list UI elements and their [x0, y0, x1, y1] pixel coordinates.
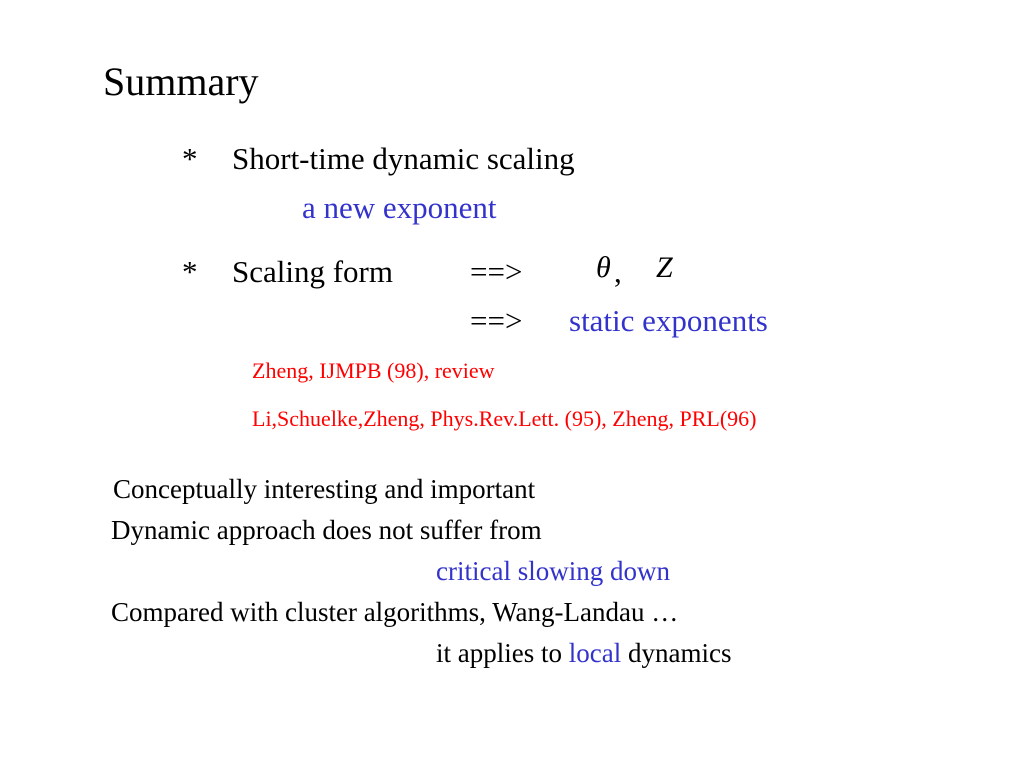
symbol-comma: , — [614, 254, 622, 289]
point-line-5-pre: it applies to — [436, 638, 569, 668]
z-symbol: Z — [656, 251, 673, 284]
bullet-marker-1: * — [182, 141, 198, 176]
theta-symbol: θ — [596, 251, 611, 284]
arrow-2: ==> — [470, 303, 523, 338]
slide-title: Summary — [103, 59, 259, 104]
point-line-4: Compared with cluster algorithms, Wang-Landau … — [111, 597, 679, 627]
point-line-2: Dynamic approach does not suffer from — [111, 515, 542, 545]
section1-heading: Short-time dynamic scaling — [232, 141, 575, 176]
point-line-5 — [436, 640, 731, 667]
section1-sub: a new exponent — [302, 190, 497, 225]
section2-heading: Scaling form — [232, 254, 393, 289]
section2-sub: static exponents — [569, 303, 768, 338]
point-line-5-post: dynamics — [621, 638, 732, 668]
reference-2: Li,Schuelke,Zheng, Phys.Rev.Lett. (95), Zheng, PRL(96) — [252, 406, 757, 431]
arrow-1: ==> — [470, 254, 523, 289]
point-line-1: Conceptually interesting and important — [113, 474, 536, 504]
reference-1: Zheng, IJMPB (98), review — [252, 358, 495, 383]
point-line-3: critical slowing down — [436, 556, 670, 586]
point-line-5-key: local — [568, 638, 622, 668]
bullet-marker-2: * — [182, 254, 198, 289]
